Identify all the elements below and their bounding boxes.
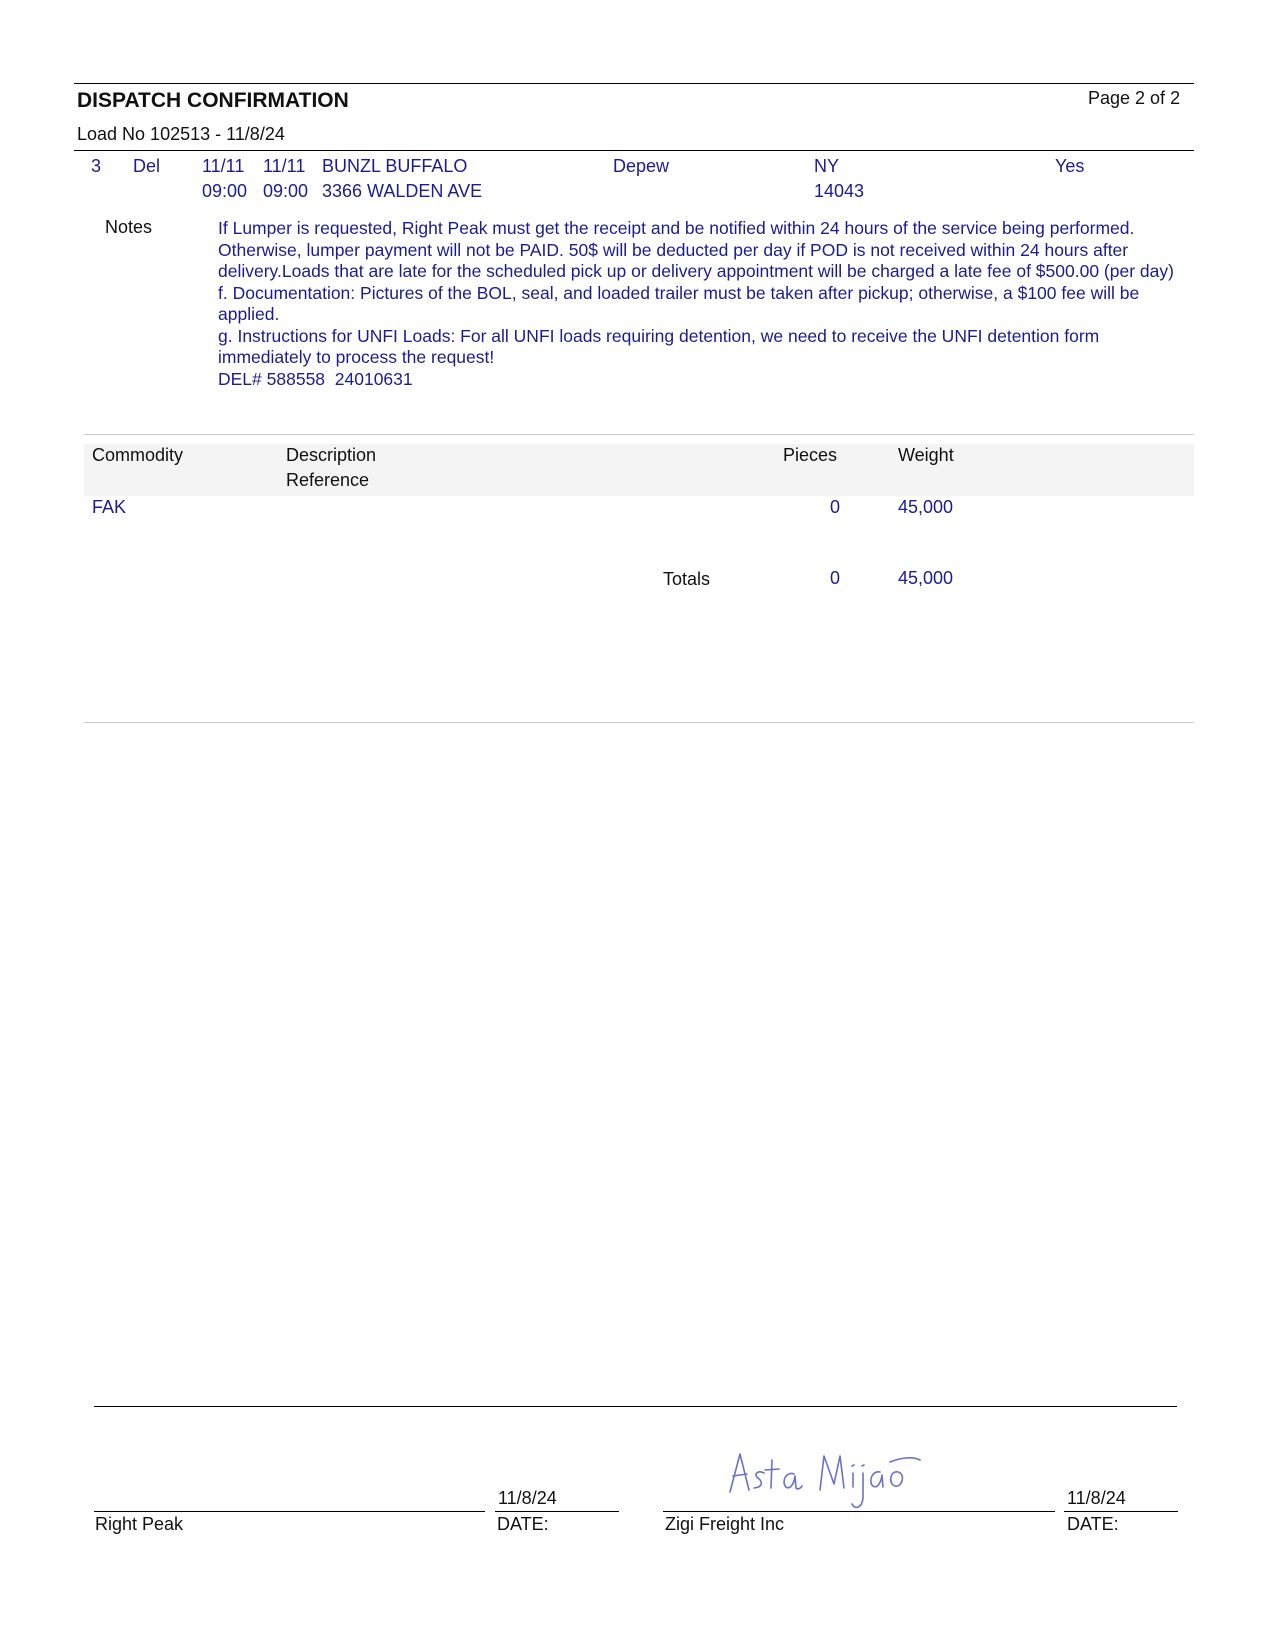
row-pieces: 0 [829, 497, 840, 517]
table-bottom-rule [84, 722, 1194, 723]
totals-weight: 45,000 [898, 568, 954, 588]
stop-time-from: 09:00 [202, 181, 248, 201]
right-date-line [1064, 1511, 1178, 1512]
stop-time-to: 09:00 [263, 181, 309, 201]
stop-zip: 14043 [814, 181, 865, 201]
notes-label: Notes [105, 217, 153, 237]
left-date-label: DATE: [497, 1514, 549, 1534]
commodity-header-band [84, 444, 1194, 496]
notes-body [218, 218, 1184, 390]
stop-date-from: 11/11 [202, 156, 245, 176]
right-party-name: Zigi Freight Inc [665, 1514, 785, 1534]
header-bottom-rule [74, 150, 1194, 151]
header-top-rule [74, 83, 1194, 84]
header-pieces: Pieces [783, 445, 838, 465]
header-description: Description [286, 445, 377, 465]
left-signature-line [94, 1511, 485, 1512]
right-date-value: 11/8/24 [1067, 1488, 1126, 1508]
totals-pieces: 0 [829, 568, 840, 588]
page-number: Page 2 of 2 [1088, 88, 1181, 108]
document-title: DISPATCH CONFIRMATION [77, 89, 349, 112]
notes-paragraph: f. Documentation: Pictures of the BOL, seal, and loaded trailer must be taken after pickup; otherwise, a $100 fee will be applied. [218, 282, 1140, 324]
stop-city: Depew [613, 156, 670, 176]
notes-paragraph: If Lumper is requested, Right Peak must get the receipt and be notified within 24 hours of the service being performed. Otherwise, lumper payment will not be PAID. 50$ will be deducted per day if POD is not received within 24 hours after delivery.Loads that are late for the scheduled pick up or delivery appointment will be charged a late fee of $500.00 (per day) [218, 218, 1174, 281]
signature-top-rule [94, 1406, 1177, 1407]
right-date-label: DATE: [1067, 1514, 1119, 1534]
stop-flag: Yes [1055, 156, 1085, 176]
header-commodity: Commodity [92, 445, 184, 465]
stop-date-to: 11/11 [263, 156, 306, 176]
stop-number: 3 [91, 156, 102, 176]
stop-address: 3366 WALDEN AVE [322, 181, 483, 201]
stop-state: NY [814, 156, 840, 176]
left-date-value: 11/8/24 [498, 1488, 557, 1508]
left-party-name: Right Peak [95, 1514, 184, 1534]
notes-bottom-rule [84, 434, 1194, 435]
row-weight: 45,000 [898, 497, 954, 517]
totals-label: Totals [663, 569, 711, 589]
handwritten-signature [720, 1440, 930, 1520]
load-number: Load No 102513 - 11/8/24 [77, 124, 285, 144]
left-date-line [495, 1511, 619, 1512]
stop-type: Del [133, 156, 161, 176]
stop-name: BUNZL BUFFALO [322, 156, 468, 176]
row-commodity: FAK [92, 497, 127, 517]
header-reference: Reference [286, 470, 370, 490]
header-weight: Weight [898, 445, 954, 465]
notes-paragraph: g. Instructions for UNFI Loads: For all UNFI loads requiring detention, we need to receive the UNFI detention form immediately to process the request! [218, 325, 1100, 367]
notes-paragraph: DEL# 588558 24010631 [218, 368, 413, 389]
